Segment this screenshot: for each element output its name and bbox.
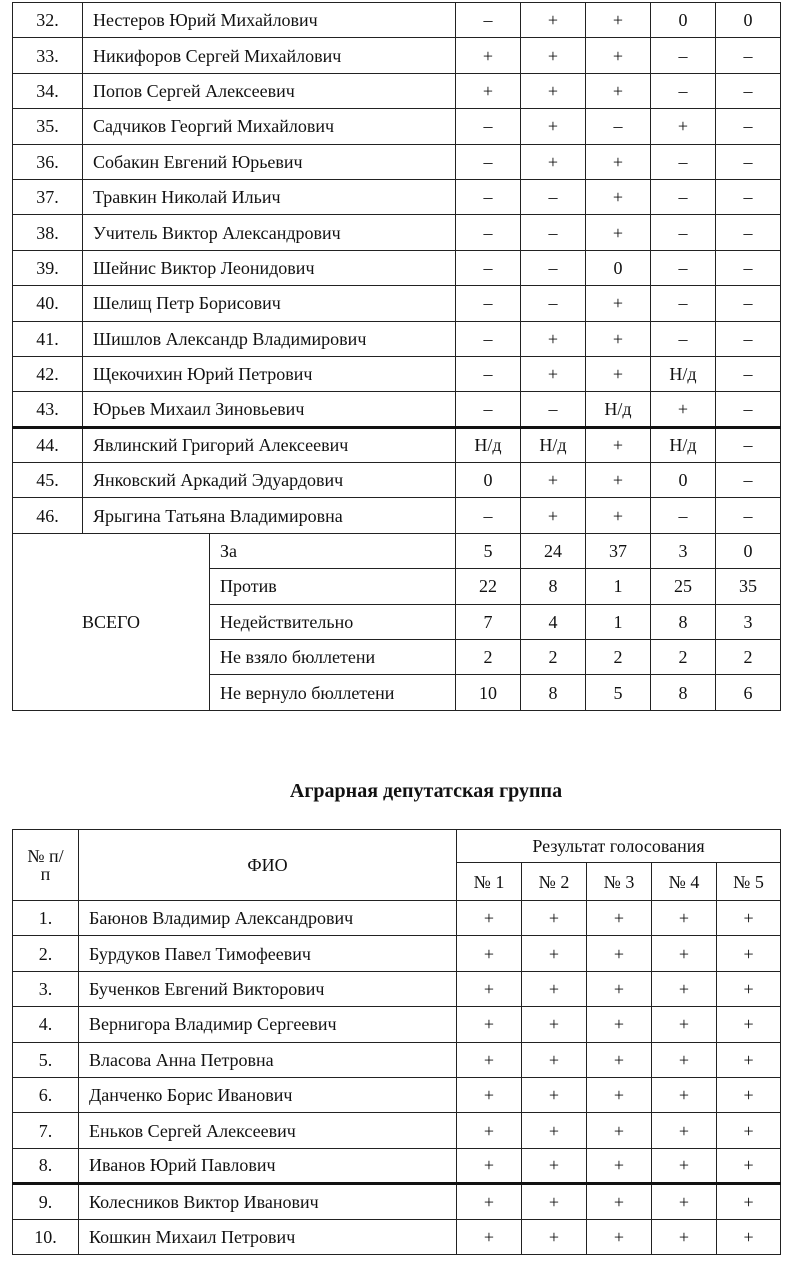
vote-cell: + <box>522 971 587 1006</box>
vote-cell: – <box>716 286 781 321</box>
totals-value: 37 <box>586 533 651 568</box>
table-row <box>13 427 781 462</box>
vote-cell: + <box>522 1007 587 1042</box>
vote-cell: – <box>456 498 521 533</box>
row-number: 10. <box>13 1219 79 1254</box>
vote-cell: – <box>456 250 521 285</box>
row-number: 5. <box>13 1042 79 1077</box>
vote-cell: + <box>586 38 651 73</box>
vote-cell: + <box>586 427 651 462</box>
deputy-name: Бурдуков Павел Тимофеевич <box>79 936 457 971</box>
vote-cell: 0 <box>586 250 651 285</box>
totals-value: 4 <box>521 604 586 639</box>
vote-cell: + <box>457 1113 522 1148</box>
vote-cell: + <box>522 1077 587 1112</box>
vote-cell: Н/д <box>521 427 586 462</box>
vote-cell: + <box>652 1007 717 1042</box>
vote-cell: + <box>586 498 651 533</box>
vote-cell: – <box>716 144 781 179</box>
totals-value: 2 <box>586 640 651 675</box>
vote-cell: + <box>651 109 716 144</box>
vote-cell: – <box>716 321 781 356</box>
deputy-name: Нестеров Юрий Михайлович <box>83 3 456 38</box>
deputy-name: Колесников Виктор Иванович <box>79 1184 457 1219</box>
vote-cell: + <box>717 1219 781 1254</box>
totals-value: 1 <box>586 569 651 604</box>
vote-cell: + <box>652 1113 717 1148</box>
vote-cell: + <box>457 1007 522 1042</box>
totals-value: 2 <box>651 640 716 675</box>
totals-value: 2 <box>521 640 586 675</box>
agrarian-group-table <box>12 829 781 1255</box>
vote-cell: – <box>521 250 586 285</box>
table-row <box>13 3 781 38</box>
vote-cell: – <box>651 321 716 356</box>
totals-category: За <box>210 533 456 568</box>
deputy-name: Травкин Николай Ильич <box>83 179 456 214</box>
vote-cell: – <box>651 215 716 250</box>
vote-cell: + <box>587 901 652 936</box>
vote-cell: + <box>521 356 586 391</box>
vote-cell: + <box>717 1077 781 1112</box>
totals-value: 8 <box>521 675 586 710</box>
vote-cell: – <box>521 286 586 321</box>
vote-cell: 0 <box>651 463 716 498</box>
vote-cell: – <box>716 463 781 498</box>
section-heading: Аграрная депутатская группа <box>289 780 563 802</box>
vote-cell: + <box>587 1184 652 1219</box>
deputy-name: Попов Сергей Алексеевич <box>83 73 456 108</box>
vote-cell: Н/д <box>651 427 716 462</box>
totals-value: 10 <box>456 675 521 710</box>
row-number: 46. <box>13 498 83 533</box>
vote-cell: + <box>586 73 651 108</box>
totals-row <box>13 533 781 568</box>
vote-cell: + <box>457 1077 522 1112</box>
table-row <box>13 1148 781 1183</box>
vote-cell: – <box>456 3 521 38</box>
table-header <box>13 830 781 901</box>
agrarian-table-body <box>13 901 781 1255</box>
table-row <box>13 936 781 971</box>
deputy-name: Шишлов Александр Владимирович <box>83 321 456 356</box>
table-row <box>13 144 781 179</box>
deputy-name: Явлинский Григорий Алексеевич <box>83 427 456 462</box>
vote-cell: + <box>651 392 716 427</box>
vote-cell: + <box>587 1113 652 1148</box>
deputy-name: Данченко Борис Иванович <box>79 1077 457 1112</box>
vote-cell: + <box>652 901 717 936</box>
vote-cell: + <box>652 1184 717 1219</box>
table-row <box>13 250 781 285</box>
vote-cell: – <box>521 392 586 427</box>
totals-category: Не взяло бюллетени <box>210 640 456 675</box>
vote-cell: + <box>717 901 781 936</box>
vote-cell: – <box>716 73 781 108</box>
vote-cell: + <box>457 936 522 971</box>
vote-cell: + <box>586 356 651 391</box>
deputy-name: Учитель Виктор Александрович <box>83 215 456 250</box>
vote-cell: + <box>522 936 587 971</box>
vote-cell: – <box>716 38 781 73</box>
vote-cell: – <box>456 356 521 391</box>
vote-cell: + <box>522 901 587 936</box>
row-number: 39. <box>13 250 83 285</box>
deputy-name: Баюнов Владимир Александрович <box>79 901 457 936</box>
vote-cell: + <box>652 1042 717 1077</box>
vote-cell: + <box>457 901 522 936</box>
vote-cell: – <box>651 250 716 285</box>
vote-cell: Н/д <box>651 356 716 391</box>
totals-value: 2 <box>456 640 521 675</box>
header-vote-2: № 2 <box>522 863 587 901</box>
voting-table-body <box>13 3 781 711</box>
vote-cell: – <box>456 179 521 214</box>
totals-value: 0 <box>716 533 781 568</box>
vote-cell: + <box>652 936 717 971</box>
vote-cell: + <box>652 1148 717 1183</box>
table-row <box>13 392 781 427</box>
header-fio: ФИО <box>79 830 457 901</box>
vote-cell: + <box>457 1219 522 1254</box>
vote-cell: – <box>586 109 651 144</box>
table-row <box>13 498 781 533</box>
vote-cell: + <box>521 321 586 356</box>
deputy-name: Ярыгина Татьяна Владимировна <box>83 498 456 533</box>
row-number: 42. <box>13 356 83 391</box>
table-row <box>13 179 781 214</box>
deputy-name: Шелищ Петр Борисович <box>83 286 456 321</box>
vote-cell: – <box>456 392 521 427</box>
totals-value: 8 <box>651 675 716 710</box>
vote-cell: + <box>652 971 717 1006</box>
deputy-name: Власова Анна Петровна <box>79 1042 457 1077</box>
vote-cell: – <box>456 321 521 356</box>
table-row <box>13 971 781 1006</box>
row-number: 33. <box>13 38 83 73</box>
table-row <box>13 38 781 73</box>
totals-value: 5 <box>586 675 651 710</box>
table-row <box>13 215 781 250</box>
vote-cell: + <box>587 1219 652 1254</box>
vote-cell: 0 <box>716 3 781 38</box>
vote-cell: – <box>651 179 716 214</box>
totals-value: 8 <box>521 569 586 604</box>
vote-cell: + <box>586 286 651 321</box>
vote-cell: – <box>521 215 586 250</box>
header-num: № п/п <box>13 830 79 901</box>
vote-cell: + <box>521 109 586 144</box>
totals-value: 35 <box>716 569 781 604</box>
row-number: 35. <box>13 109 83 144</box>
totals-value: 8 <box>651 604 716 639</box>
vote-cell: + <box>457 1184 522 1219</box>
vote-cell: + <box>586 179 651 214</box>
deputy-name: Садчиков Георгий Михайлович <box>83 109 456 144</box>
deputy-name: Юрьев Михаил Зиновьевич <box>83 392 456 427</box>
header-result: Результат голосования <box>457 830 781 863</box>
row-number: 7. <box>13 1113 79 1148</box>
header-vote-4: № 4 <box>652 863 717 901</box>
deputy-name: Собакин Евгений Юрьевич <box>83 144 456 179</box>
vote-cell: + <box>717 971 781 1006</box>
row-number: 4. <box>13 1007 79 1042</box>
vote-cell: + <box>587 1042 652 1077</box>
row-number: 36. <box>13 144 83 179</box>
totals-value: 7 <box>456 604 521 639</box>
vote-cell: + <box>456 38 521 73</box>
vote-cell: + <box>457 1042 522 1077</box>
row-number: 44. <box>13 427 83 462</box>
vote-cell: + <box>456 73 521 108</box>
deputy-name: Еньков Сергей Алексеевич <box>79 1113 457 1148</box>
vote-cell: + <box>522 1042 587 1077</box>
totals-value: 3 <box>651 533 716 568</box>
table-row <box>13 463 781 498</box>
header-vote-5: № 5 <box>717 863 781 901</box>
vote-cell: + <box>522 1113 587 1148</box>
table-row <box>13 1113 781 1148</box>
vote-cell: + <box>587 1148 652 1183</box>
vote-cell: + <box>521 73 586 108</box>
table-row <box>13 1219 781 1254</box>
row-number: 2. <box>13 936 79 971</box>
table-row <box>13 1184 781 1219</box>
deputy-name: Иванов Юрий Павлович <box>79 1148 457 1183</box>
vote-cell: Н/д <box>456 427 521 462</box>
deputy-name: Никифоров Сергей Михайлович <box>83 38 456 73</box>
vote-cell: + <box>457 971 522 1006</box>
vote-cell: + <box>586 3 651 38</box>
vote-cell: + <box>522 1219 587 1254</box>
vote-cell: + <box>652 1219 717 1254</box>
row-number: 1. <box>13 901 79 936</box>
vote-cell: – <box>651 286 716 321</box>
vote-cell: – <box>456 109 521 144</box>
vote-cell: – <box>716 498 781 533</box>
vote-cell: – <box>521 179 586 214</box>
totals-value: 3 <box>716 604 781 639</box>
deputy-name: Вернигора Владимир Сергеевич <box>79 1007 457 1042</box>
vote-cell: + <box>717 1113 781 1148</box>
totals-value: 22 <box>456 569 521 604</box>
deputy-name: Кошкин Михаил Петрович <box>79 1219 457 1254</box>
vote-cell: – <box>716 215 781 250</box>
vote-cell: + <box>522 1184 587 1219</box>
vote-cell: + <box>717 936 781 971</box>
vote-cell: + <box>522 1148 587 1183</box>
totals-label: ВСЕГО <box>13 533 210 710</box>
vote-cell: + <box>586 215 651 250</box>
vote-cell: + <box>586 144 651 179</box>
row-number: 41. <box>13 321 83 356</box>
table-row <box>13 1042 781 1077</box>
vote-cell: – <box>716 109 781 144</box>
table-row <box>13 356 781 391</box>
vote-cell: + <box>587 971 652 1006</box>
vote-cell: + <box>521 3 586 38</box>
vote-cell: 0 <box>651 3 716 38</box>
vote-cell: + <box>587 1007 652 1042</box>
vote-cell: – <box>716 427 781 462</box>
row-number: 38. <box>13 215 83 250</box>
vote-cell: Н/д <box>586 392 651 427</box>
vote-cell: – <box>651 73 716 108</box>
vote-cell: – <box>651 38 716 73</box>
deputy-name: Щекочихин Юрий Петрович <box>83 356 456 391</box>
vote-cell: + <box>587 936 652 971</box>
vote-cell: + <box>586 321 651 356</box>
vote-cell: – <box>651 498 716 533</box>
totals-value: 24 <box>521 533 586 568</box>
row-number: 6. <box>13 1077 79 1112</box>
totals-category: Против <box>210 569 456 604</box>
deputy-name: Бученков Евгений Викторович <box>79 971 457 1006</box>
vote-cell: + <box>586 463 651 498</box>
row-number: 3. <box>13 971 79 1006</box>
totals-value: 25 <box>651 569 716 604</box>
vote-cell: + <box>717 1007 781 1042</box>
row-number: 9. <box>13 1184 79 1219</box>
vote-cell: – <box>456 144 521 179</box>
table-row <box>13 109 781 144</box>
vote-cell: + <box>717 1184 781 1219</box>
table-row <box>13 901 781 936</box>
row-number: 43. <box>13 392 83 427</box>
deputy-name: Янковский Аркадий Эдуардович <box>83 463 456 498</box>
table-row <box>13 73 781 108</box>
totals-value: 5 <box>456 533 521 568</box>
table-row <box>13 321 781 356</box>
totals-value: 6 <box>716 675 781 710</box>
vote-cell: + <box>457 1148 522 1183</box>
row-number: 45. <box>13 463 83 498</box>
vote-cell: + <box>521 38 586 73</box>
header-vote-1: № 1 <box>457 863 522 901</box>
vote-cell: + <box>717 1148 781 1183</box>
vote-cell: – <box>651 144 716 179</box>
vote-cell: + <box>587 1077 652 1112</box>
totals-value: 1 <box>586 604 651 639</box>
totals-category: Недействительно <box>210 604 456 639</box>
vote-cell: + <box>717 1042 781 1077</box>
table-row <box>13 1007 781 1042</box>
vote-cell: 0 <box>456 463 521 498</box>
deputy-name: Шейнис Виктор Леонидович <box>83 250 456 285</box>
row-number: 34. <box>13 73 83 108</box>
vote-cell: – <box>716 356 781 391</box>
vote-cell: + <box>652 1077 717 1112</box>
row-number: 8. <box>13 1148 79 1183</box>
vote-cell: + <box>521 144 586 179</box>
vote-cell: + <box>521 498 586 533</box>
vote-cell: – <box>456 215 521 250</box>
vote-cell: – <box>716 250 781 285</box>
vote-cell: + <box>521 463 586 498</box>
totals-value: 2 <box>716 640 781 675</box>
row-number: 40. <box>13 286 83 321</box>
header-vote-3: № 3 <box>587 863 652 901</box>
vote-cell: – <box>716 179 781 214</box>
table-row <box>13 286 781 321</box>
vote-cell: – <box>716 392 781 427</box>
voting-table-continued <box>12 2 781 711</box>
totals-category: Не вернуло бюллетени <box>210 675 456 710</box>
row-number: 37. <box>13 179 83 214</box>
table-row <box>13 1077 781 1112</box>
row-number: 32. <box>13 3 83 38</box>
vote-cell: – <box>456 286 521 321</box>
